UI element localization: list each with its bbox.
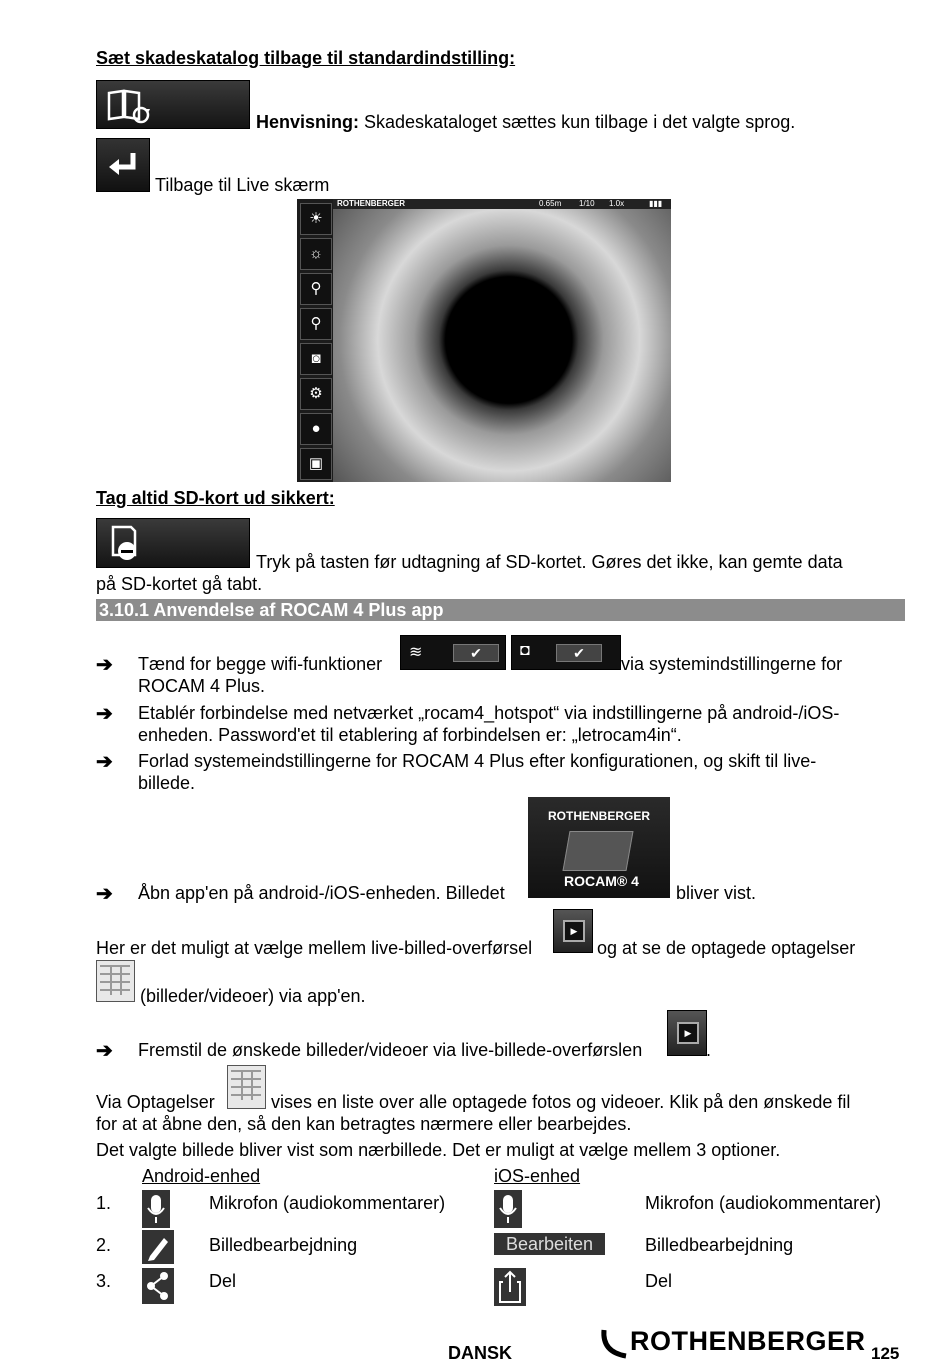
play-icon: ▶ [563,920,585,942]
light-increase-icon[interactable]: ☀ [300,203,332,235]
bullet-arrow-icon: ➔ [96,703,113,725]
row-3-number: 3. [96,1271,112,1291]
zoom-out-icon[interactable]: ⚲ [300,308,332,340]
zoom-in-icon[interactable]: ⚲ [300,273,332,305]
page-number: 125 [871,1344,900,1363]
para-opt-text-b: vises en liste over alle optagede fotos og videoer. Klik på den ønskede fil [271,1092,851,1112]
app-splash-image [528,797,670,898]
heading-reset-catalog: Sæt skadeskatalog tilbage til standardindstilling: [96,48,516,68]
microphone-glyph [494,1190,522,1228]
settings-icon[interactable]: ⚙ [300,378,332,410]
para-live-text-b: og at se de optagede optagelser [597,938,856,958]
return-arrow-icon [97,139,149,191]
back-text: Tilbage til Live skærm [155,175,330,195]
footer-brand: ROTHENBERGER [630,1326,866,1356]
note-label: Henvisning: [256,112,360,132]
bullet-2-text-b: enheden. Password'et til etablering af forbindelsen er: „letrocam4in“. [138,725,682,745]
sd-card-eject-icon [105,521,149,565]
record-icon[interactable]: ● [300,413,332,445]
bullet-5-end: . [706,1040,712,1060]
wifi-icon: ≋ [409,644,423,661]
bullet-3-text-a: Forlad systemeindstillingerne for ROCAM 4 Plus efter konfigurationen, og skift til live- [138,751,817,771]
camera-icon[interactable]: ◙ [300,343,332,375]
col-android-header: Android-enhed [142,1166,261,1186]
splash-brand: ROTHENBERGER [548,809,651,823]
para-opt-text-a: Via Optagelser [96,1092,215,1112]
light-decrease-icon[interactable]: ☼ [300,238,332,270]
pipe-camera-view [333,209,671,482]
bullet-5-text: Fremstil de ønskede billeder/videoer via live-billede-overførslen [138,1040,643,1060]
ios-share-glyph [494,1268,526,1306]
catalog-reset-icon [103,85,155,125]
bullet-1-text-c: ROCAM 4 Plus. [138,676,266,696]
section-title: 3.10.1 Anvendelse af ROCAM 4 Plus app [96,599,905,621]
pencil-edit-icon[interactable] [142,1230,174,1264]
footer-language: DANSK [448,1343,513,1363]
gallery-icon[interactable]: ▣ [300,448,332,480]
col-ios-header: iOS-enhed [494,1166,581,1186]
microphone-icon[interactable] [142,1190,170,1228]
pencil-glyph [142,1230,174,1264]
bullet-arrow-icon: ➔ [96,751,113,773]
live-brand: ROTHENBERGER [337,199,406,208]
wifi-toggle-2[interactable] [511,635,621,670]
share-glyph [142,1268,174,1304]
back-button[interactable] [96,138,150,192]
bullet-4-text-a: Åbn app'en på android-/iOS-enheden. Billedet [138,883,505,903]
para-opt-text-c: for at at åbne den, så den kan betragtes nærmere eller bearbejdes. [96,1114,632,1134]
sd-text-2: på SD-kortet gå tabt. [96,574,263,594]
microphone-glyph [142,1190,170,1228]
recordings-icon[interactable] [96,960,135,1002]
camera-wifi-icon: ◘ [520,642,530,659]
para-live-text-c: (billeder/videoer) via app'en. [140,986,366,1006]
live-zoom: 1.0x [609,199,625,208]
para-selection: Det valgte billede bliver vist som nærbillede. Det er muligt at vælge mellem 3 optioner. [96,1140,781,1160]
brand-swoosh-icon [598,1326,628,1360]
live-side-toolbar [297,199,333,482]
bullet-1-text-a: Tænd for begge wifi-funktioner [138,654,383,674]
bullet-arrow-icon: ➔ [96,1040,113,1062]
bullet-1-text-b: via systemindstillingerne for [621,654,843,674]
row-2-ios: Billedbearbejdning [645,1235,794,1255]
share-icon[interactable] [142,1268,174,1304]
play-icon: ▶ [677,1022,699,1044]
ios-edit-button[interactable]: Bearbeiten [494,1233,605,1255]
live-transfer-icon[interactable] [553,909,593,953]
sd-eject-button[interactable] [96,518,250,568]
live-distance: 0.65m [539,199,562,208]
reset-catalog-button[interactable] [96,80,250,129]
row-3-android: Del [209,1271,237,1291]
heading-sd-card: Tag altid SD-kort ud sikkert: [96,488,335,508]
wifi-toggle-1[interactable] [400,635,506,670]
row-1-number: 1. [96,1193,112,1213]
bullet-arrow-icon: ➔ [96,883,113,905]
note-line [256,111,795,133]
ios-share-icon[interactable] [494,1268,526,1306]
row-1-ios: Mikrofon (audiokommentarer) [645,1193,882,1213]
check-icon: ✔ [556,644,602,662]
check-icon: ✔ [453,644,499,662]
splash-product: ROCAM® 4 [564,873,639,889]
row-3-ios: Del [645,1271,673,1291]
live-counter: 1/10 [579,199,595,208]
row-1-android: Mikrofon (audiokommentarer) [209,1193,446,1213]
bullet-4-text-b: bliver vist. [676,883,757,903]
live-transfer-icon[interactable] [667,1010,707,1056]
microphone-icon[interactable] [494,1190,522,1228]
live-status-bar [333,199,671,209]
bullet-3-text-b: billede. [138,773,196,793]
note-text: Skadeskataloget sættes kun tilbage i det valgte sprog. [359,112,796,132]
device-illustration [562,831,633,871]
bullet-arrow-icon: ➔ [96,654,113,676]
recordings-icon[interactable] [227,1065,266,1109]
row-2-android: Billedbearbejdning [209,1235,358,1255]
row-2-number: 2. [96,1235,112,1255]
battery-icon: ▮▮▮ [649,199,663,208]
bullet-2-text-a: Etablér forbindelse med netværket „rocam4_hotspot“ via indstillingerne på android-/iOS- [138,703,840,723]
sd-text-1: Tryk på tasten før udtagning af SD-kortet. Gøres det ikke, kan gemte data [256,552,843,572]
live-screen-image [297,199,671,482]
para-live-text-a: Her er det muligt at vælge mellem live-billed-overførsel [96,938,533,958]
